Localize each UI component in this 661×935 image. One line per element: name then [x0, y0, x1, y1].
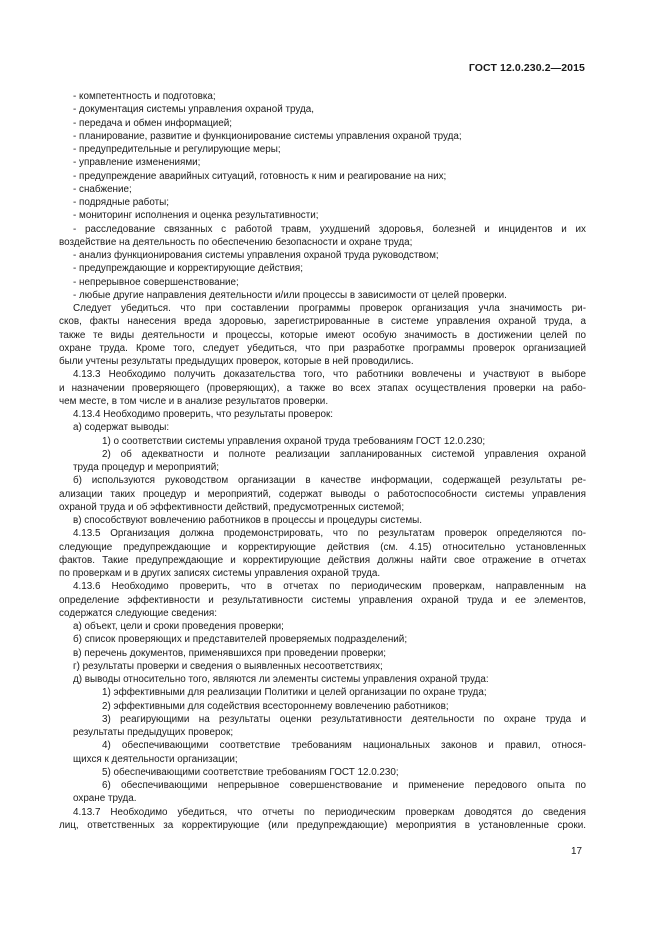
- text-line: по проверкам и в других записях системы управления охраной труда.: [59, 568, 381, 579]
- text-line: определение эффективности и результативности системы управления охраной труда и ее элементов,: [59, 594, 586, 606]
- text-line: д) выводы относительно того, являются ли элементы системы управления охраной труда:: [73, 674, 489, 685]
- text-line: - предупреждающие и корректирующие действия;: [73, 263, 304, 275]
- text-line: 4.13.6 Необходимо проверить, что в отчетах по периодическим проверкам, направленным на: [73, 581, 586, 593]
- text-line: лиц, ответственных за корректирующие (или предупреждающие) мероприятия в установленные сроки.: [59, 819, 586, 831]
- text-line: труда процедур и мероприятий;: [73, 462, 220, 473]
- text-line: 3) реагирующими на результаты оценки результативности деятельности по охране труда и: [102, 713, 586, 725]
- text-line: и назначении проверяющего (проверяющих), а также во всех этапах осуществления проверки на рабо-: [59, 382, 586, 394]
- text-line: охране труда.: [73, 793, 137, 805]
- document-header: ГОСТ 12.0.230.2—2015: [468, 62, 585, 74]
- text-line: 6) обеспечивающими непрерывное совершенствование и применение передового опыта по: [102, 780, 586, 791]
- text-line: 4) обеспечивающими соответствие требованиям национальных законов и правил, относя-: [102, 740, 586, 752]
- text-line: щихся к деятельности организации;: [73, 753, 238, 765]
- text-line: 4.13.5 Организация должна продемонстрировать, что по результатам проверок определяются по-: [73, 528, 586, 540]
- text-line: чем месте, в том числе и в анализе результатов проверки.: [59, 395, 329, 407]
- text-line: - предупреждение аварийных ситуаций, готовность к ним и реагирование на них;: [73, 170, 447, 182]
- text-line: в) способствуют вовлечению работников в процессы и процедуры системы.: [73, 515, 423, 526]
- text-line: а) содержат выводы:: [73, 422, 170, 434]
- text-line: 1) о соответствии системы управления охраной труда требованиям ГОСТ 12.0.230;: [102, 435, 486, 447]
- text-line: воздействие на деятельность по обеспечению безопасности и охране труда;: [59, 236, 413, 248]
- text-line: содержатся следующие сведения:: [59, 607, 218, 619]
- text-line: г) результаты проверки и сведения о выявленных несоответствиях;: [73, 660, 383, 672]
- text-line: фактов. Такие предупреждающие и корректирующие действия должны найти свое отражение в отчетах: [59, 554, 586, 566]
- text-line: - любые другие направления деятельности и/или процессы в зависимости от целей проверки.: [73, 289, 507, 301]
- text-line: - документация системы управления охраной труда,: [73, 104, 314, 116]
- text-line: 2) эффективными для содействия всестороннему вовлечению работников;: [102, 700, 449, 712]
- text-line: результаты предыдущих проверок;: [73, 727, 234, 738]
- text-line: - передача и обмен информацией;: [73, 117, 233, 129]
- text-line: б) используются руководством организации в качестве информации, содержащей результаты ре-: [73, 475, 586, 487]
- text-line: б) список проверяющих и представителей проверяемых подразделений;: [73, 634, 408, 646]
- text-line: - снабжение;: [73, 183, 132, 195]
- text-line: также те виды деятельности и процессы, которые имеют особую значимость в достижении целей по: [59, 329, 586, 341]
- text-line: 1) эффективными для реализации Политики и целей организации по охране труда;: [102, 687, 487, 699]
- document-body: [59, 90, 586, 832]
- text-line: 4.13.4 Необходимо проверить, что результаты проверок:: [73, 409, 334, 420]
- text-line: - управление изменениями;: [73, 157, 201, 169]
- text-line: 5) обеспечивающими соответствие требованиям ГОСТ 12.0.230;: [102, 766, 399, 778]
- text-line: - анализ функционирования системы управления охраной труда руководством;: [73, 250, 439, 261]
- text-line: были учтены результаты предыдущих проверок, которые в ней проводились.: [59, 356, 414, 367]
- text-line: охраной труда и об эффективности действий, предусмотренных системой;: [59, 501, 405, 513]
- text-line: - компетентность и подготовка;: [73, 91, 216, 102]
- text-line: сков, факты нанесения вреда здоровью, зарегистрированные в системе управления охраной труда, а: [59, 316, 586, 328]
- text-line: - планирование, развитие и функционирование системы управления охраной труда;: [73, 130, 462, 142]
- text-line: 4.13.3 Необходимо получить доказательства того, что работники вовлечены и участвуют в выборе: [73, 369, 586, 381]
- text-line: ализации таких процедур и мероприятий, содержат выводы о работоспособности системы управления: [59, 488, 586, 500]
- text-line: а) объект, цели и сроки проведения проверки;: [73, 621, 284, 632]
- text-line: - непрерывное совершенствование;: [73, 276, 239, 288]
- page-number: 17: [571, 846, 582, 857]
- text-line: 4.13.7 Необходимо убедиться, что отчеты по периодическим проверкам доводятся до сведения: [73, 806, 586, 818]
- text-line: следующие предупреждающие и корректирующие действия (см. 4.15) относительно установленных: [59, 541, 586, 553]
- text-line: - расследование связанных с работой травм, ухудшений здоровья, болезней и инцидентов и их: [73, 223, 586, 235]
- text-line: охране труда. Кроме того, следует убедиться, что при разработке программы проверок организацией: [59, 342, 586, 354]
- text-line: 2) об адекватности и полноте реализации запланированных системой управления охраной: [102, 448, 586, 460]
- text-line: в) перечень документов, применявшихся при проведении проверки;: [73, 647, 386, 659]
- text-line: - мониторинг исполнения и оценка результативности;: [73, 210, 319, 222]
- text-line: - предупредительные и регулирующие меры;: [73, 144, 281, 155]
- text-line: Следует убедиться. что при составлении программы проверок организация учла значимость ри-: [73, 303, 586, 314]
- text-line: - подрядные работы;: [73, 197, 169, 208]
